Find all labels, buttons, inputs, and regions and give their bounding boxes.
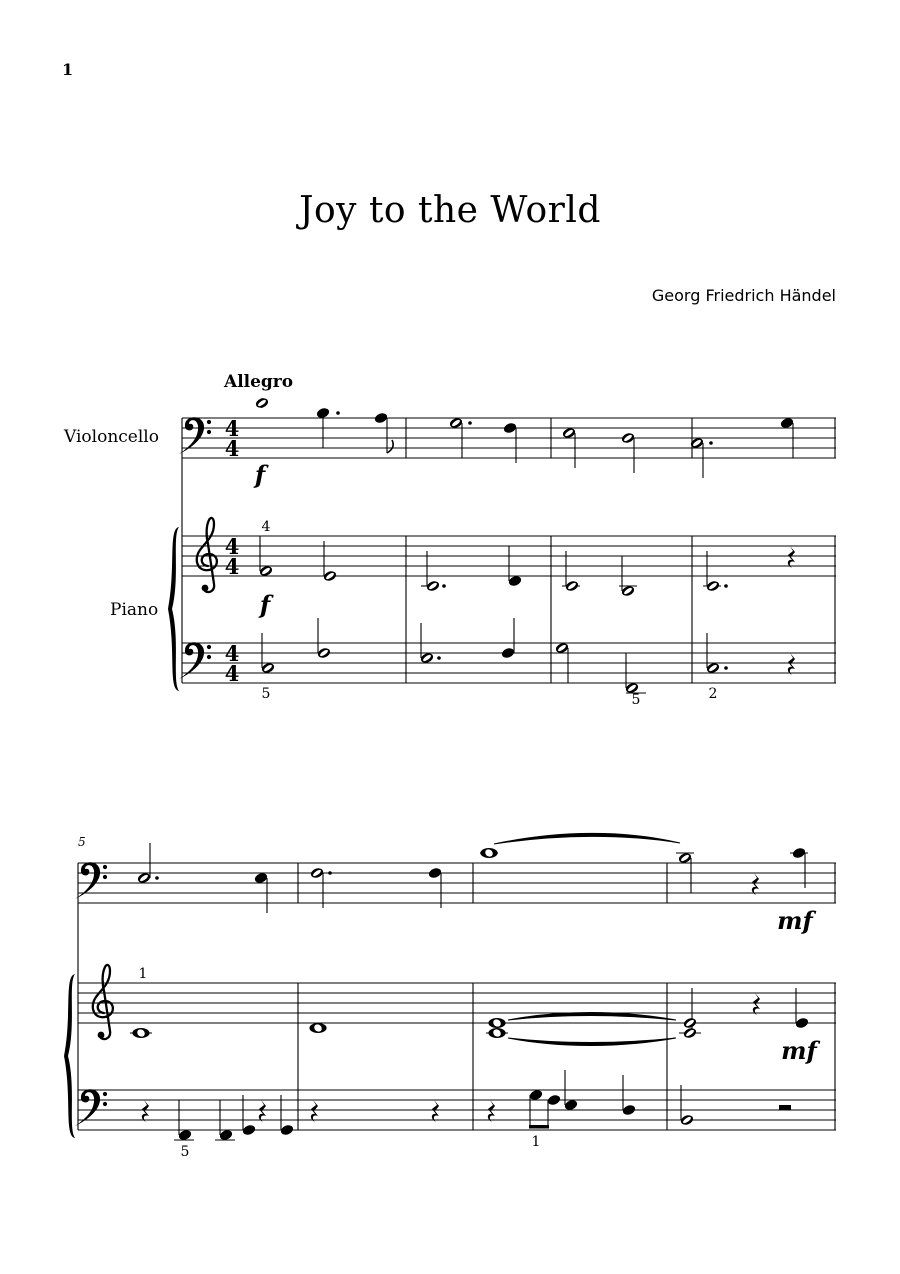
fingering-lh-m7: 1 [531, 1134, 541, 1150]
page-number: 1 [62, 60, 74, 79]
time-sig-den-cello: 4 [224, 436, 240, 461]
time-sig-den-rh: 4 [224, 554, 240, 579]
measure-number-5: 5 [78, 835, 86, 849]
fingering-lh-m5: 5 [180, 1144, 190, 1160]
time-sig-den-lh: 4 [224, 661, 240, 686]
time-sig-num-lh: 4 [224, 641, 240, 666]
dynamic-forte-cello: f [254, 460, 266, 489]
time-sig-num-cello: 4 [224, 416, 240, 441]
piano-rh-system-1 [259, 536, 795, 597]
fingering-lh-m3: 5 [631, 692, 641, 708]
piano-rh-system-2 [130, 988, 809, 1046]
composer: Georg Friedrich Händel [651, 286, 836, 305]
piano-lh-system-2 [142, 1070, 791, 1141]
instrument-name-cello: Violoncello [64, 427, 159, 447]
fingering-rh-m1: 4 [261, 519, 271, 535]
fingering-lh-m1: 5 [261, 686, 271, 702]
fingering-lh-m4: 2 [708, 686, 718, 702]
time-sig-num-rh: 4 [224, 534, 240, 559]
dynamic-mezzo-forte-piano: mf [781, 1036, 817, 1065]
piece-title: Joy to the World [299, 190, 601, 231]
dynamic-mezzo-forte-cello: mf [777, 906, 813, 935]
dynamic-forte-piano: f [259, 590, 271, 619]
tempo-marking: Allegro [224, 372, 294, 392]
fingering-rh-m5: 1 [138, 966, 148, 982]
instrument-name-piano: Piano [110, 600, 159, 620]
cello-system-1 [255, 397, 795, 478]
